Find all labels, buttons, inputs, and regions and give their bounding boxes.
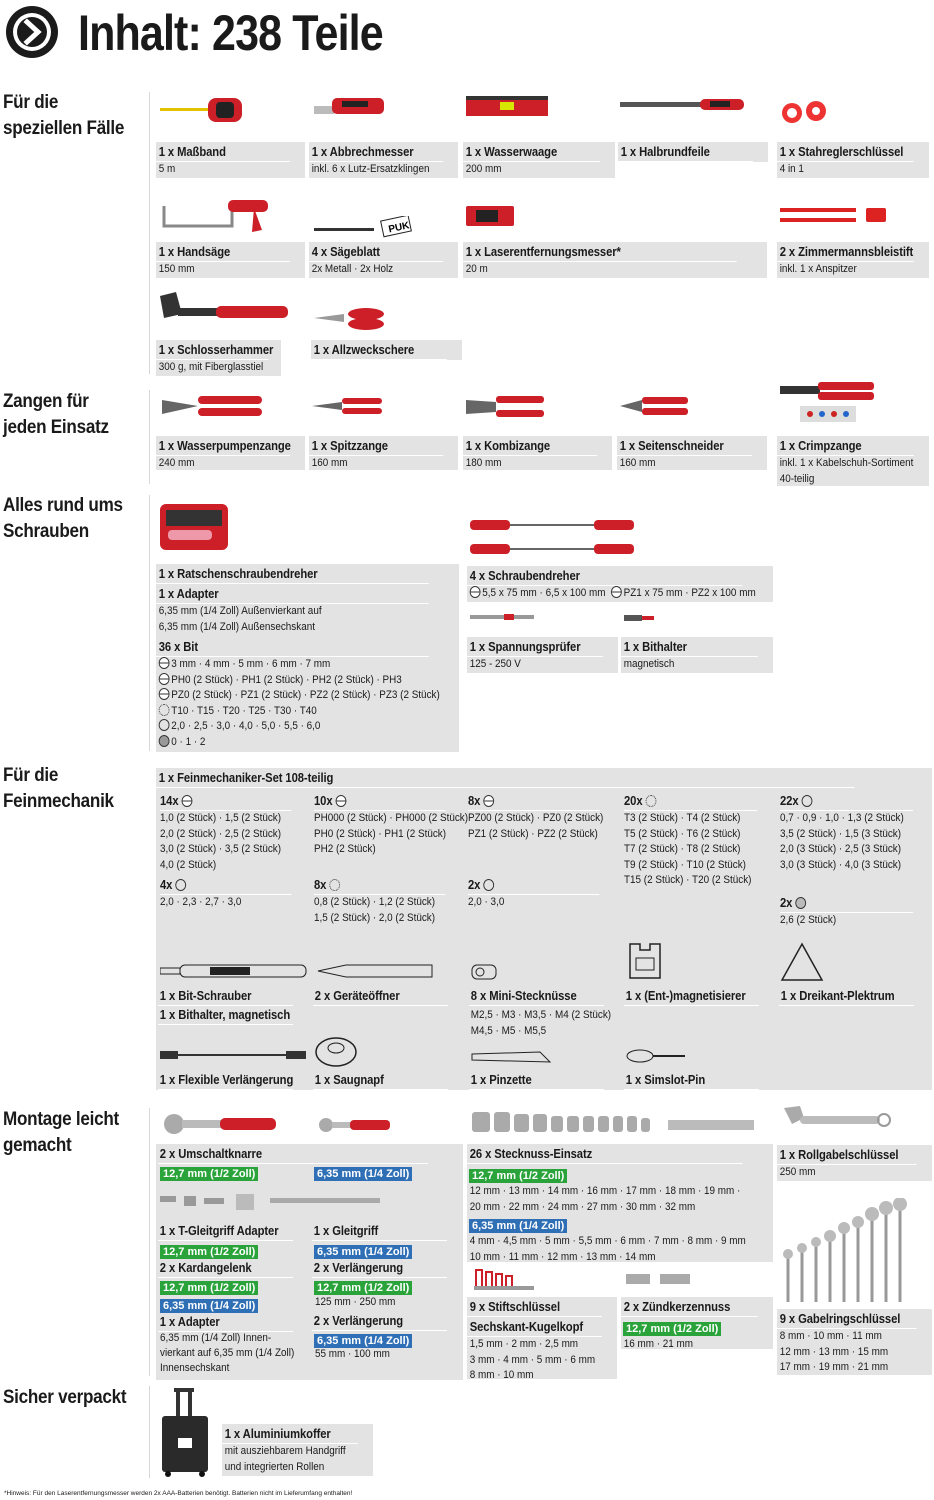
laser-meter-icon: [466, 206, 516, 228]
item-title: 1 x Schlosserhammer: [156, 340, 269, 360]
pliers-icon: [158, 392, 264, 422]
item-title: 1 x Simslot-Pin: [624, 1071, 759, 1090]
bit-size-line: 4,0 (2 Stück): [160, 858, 217, 871]
item-desc: 5,5 x 75 mm · 6,5 x 100 mm: [482, 587, 606, 599]
tweezers-icon: [470, 1050, 552, 1066]
item-card: [313, 1071, 463, 1090]
bit-count: 8x: [314, 878, 327, 892]
ratchet-screwdriver-set-icon: [158, 500, 230, 554]
item-card: [777, 242, 929, 278]
item-desc: 6,35 mm (1/4 Zoll) Innen-: [160, 1332, 272, 1344]
item-title: 1 x Abbrechmesser: [309, 142, 443, 162]
item-title: 1 x Wasserpumpenzange: [156, 436, 290, 456]
pozidriv-icon: [159, 688, 170, 700]
size-tag: [314, 1278, 412, 1296]
item-card: [463, 436, 612, 470]
item-title: 9 x Gabelringschlüssel: [777, 1309, 917, 1329]
square-icon: [159, 735, 170, 747]
item-title: 2 x Kardangelenk: [158, 1259, 293, 1278]
bit-column: [780, 792, 928, 873]
item-title: 1 x Adapter: [158, 1313, 293, 1332]
item-desc: M2,5 · M3 · M3,5 · M4 (2 Stück): [470, 1009, 612, 1021]
bit-column: [314, 792, 469, 858]
bit-count: 14x: [160, 794, 179, 808]
brand-label: PUK: [387, 220, 411, 236]
bit-count: 20x: [624, 794, 643, 808]
item-desc: vierkant auf 6,35 mm (1/4 Zoll): [160, 1347, 295, 1359]
item-desc: 125 - 250 V: [469, 658, 521, 670]
half-inch-tag: 12,7 mm (1/2 Zoll): [469, 1169, 567, 1183]
voltage-tester-icon: [470, 612, 536, 622]
item-title: 1 x Saugnapf: [313, 1071, 448, 1090]
half-inch-tag: 12,7 mm (1/2 Zoll): [160, 1167, 258, 1181]
size-tag: [314, 1242, 412, 1260]
item-title: 1 x Feinmechaniker-Set 108-teilig: [156, 768, 854, 788]
item-desc: 12 mm · 13 mm · 15 mm: [779, 1345, 889, 1358]
item-title: 2 x Umschaltknarre: [158, 1145, 428, 1164]
item-card: [311, 340, 462, 360]
item-card: [779, 987, 929, 1006]
section-title-case: Sicher verpackt: [3, 1387, 127, 1408]
ratchet-icon: [160, 1112, 278, 1136]
item-desc: inkl. 1 x Kabelschuh-Sortiment: [779, 457, 914, 469]
item-title: 1 x T-Gleitgriff Adapter: [158, 1222, 293, 1241]
screwdrivers-icon: [470, 518, 650, 562]
item-title: 1 x Halbrundfeile: [618, 142, 753, 162]
item-desc: 10 mm · 11 mm · 12 mm · 13 mm · 14 mm: [469, 1250, 656, 1263]
bit-count: 2x: [780, 896, 793, 910]
section-title-special: Für die speziellen Fälle: [3, 92, 125, 139]
spirit-level-icon: [466, 92, 548, 120]
divider: [149, 1108, 150, 1376]
item-title: 1 x Allzweckschere: [311, 340, 447, 360]
bit-size-line: 2,0 · 2,3 · 2,7 · 3,0: [160, 896, 242, 908]
item-desc: 12 mm · 13 mm · 14 mm · 16 mm · 17 mm · 18 mm · 19 mm ·: [469, 1185, 741, 1197]
item-desc: 3 mm · 4 mm · 5 mm · 6 mm: [469, 1353, 596, 1366]
divider: [149, 495, 150, 751]
item-card: [624, 1071, 774, 1090]
item-card: [309, 242, 458, 278]
bit-column: [780, 894, 928, 929]
item-desc: 16 mm · 21 mm: [623, 1338, 694, 1350]
section-title-mount: Montage leicht gemacht: [3, 1109, 119, 1156]
item-title: 1 x Maßband: [156, 142, 290, 162]
phillips-icon: [336, 795, 347, 807]
item-desc: mit ausziehbarem Handgriff: [224, 1445, 346, 1457]
bit-driver-icon: [160, 962, 308, 980]
item-card: [467, 566, 773, 602]
bit-size-line: 0,8 (2 Stück) · 1,2 (2 Stück): [314, 896, 436, 908]
bit-sizes: [160, 811, 291, 873]
slotted-icon: [159, 657, 170, 669]
section-title-fine: Für die Feinmechanik: [3, 765, 114, 812]
bit-sizes: [314, 895, 445, 926]
ratchet-set-card: [156, 564, 459, 752]
side-cutter-icon: [620, 394, 690, 420]
saw-blade-icon: [312, 216, 412, 238]
bit-sizes: [314, 811, 469, 858]
item-title: 8 x Mini-Stecknüsse: [469, 987, 604, 1006]
combination-pliers-icon: [466, 392, 546, 422]
divider: [149, 390, 150, 484]
item-card: [156, 436, 305, 470]
item-desc: inkl. 6 x Lutz-Ersatzklingen: [311, 163, 430, 175]
triangle-pick-icon: [780, 942, 824, 982]
item-desc: PZ0 (2 Stück) · PZ1 (2 Stück) · PZ2 (2 Stück) · PZ3 (2 Stück): [171, 689, 440, 701]
sockets-card: [467, 1144, 773, 1262]
quarter-inch-tag: 6,35 mm (1/4 Zoll): [469, 1219, 567, 1233]
ratchet-small-icon: [316, 1116, 392, 1134]
needle-nose-pliers-icon: [312, 394, 384, 420]
section-title-screws: Alles rund ums Schrauben: [3, 495, 123, 542]
item-desc: 40-teilig: [779, 472, 815, 485]
item-title: 4 x Schraubendreher: [467, 566, 742, 586]
phillips-icon: [159, 673, 170, 685]
bit-column: [314, 876, 460, 926]
bit-size-line: T7 (2 Stück) · T8 (2 Stück): [624, 843, 741, 855]
bit-count: 10x: [314, 794, 333, 808]
item-card: [777, 142, 929, 178]
item-card: [467, 1297, 617, 1379]
item-title: 2 x Geräteöffner: [313, 987, 448, 1006]
crimping-tool-icon: [780, 380, 876, 428]
bit-sizes: [160, 895, 291, 911]
sockets-icon: [470, 1108, 760, 1136]
item-title: 1 x Ratschenschraubendreher: [156, 564, 429, 584]
bit-count: 8x: [468, 794, 481, 808]
item-desc: 160 mm: [619, 457, 656, 469]
item-card: [621, 637, 773, 673]
item-desc: 250 mm: [779, 1166, 816, 1178]
bit-count: 22x: [780, 794, 799, 808]
bit-size-line: T3 (2 Stück) · T4 (2 Stück): [624, 812, 741, 824]
item-title: 1 x Laserentfernungsmesser*: [463, 242, 737, 262]
bit-size-line: 2,0 · 3,0: [468, 896, 505, 908]
magnetizer-icon: [628, 942, 662, 980]
chevron-right-icon: [6, 6, 58, 58]
bit-column: [468, 876, 614, 911]
item-title: 1 x Flexible Verlängerung: [158, 1071, 293, 1090]
item-card: [469, 987, 619, 1039]
item-card: [467, 637, 618, 673]
bit-size-line: 2,6 (2 Stück): [780, 914, 837, 926]
size-tag: [467, 1164, 773, 1184]
item-card: [617, 436, 767, 470]
item-desc: magnetisch: [623, 658, 675, 670]
bit-column: [160, 876, 306, 911]
item-desc: 125 mm · 250 mm: [315, 1296, 396, 1308]
bit-size-line: PZ1 (2 Stück) · PZ2 (2 Stück): [468, 827, 598, 840]
item-title: 1 x Spitzzange: [309, 436, 443, 456]
item-desc: 2x Metall · 2x Holz: [311, 263, 394, 275]
footnote: *Hinweis: Für den Laserentfernungsmesser werden 2x AAA-Batterien benötigt. Batterien nicht im Lieferumfang enthalten!: [4, 1490, 353, 1497]
item-card: [309, 142, 458, 178]
hex-icon: [159, 719, 170, 731]
item-card: [222, 1424, 373, 1476]
size-tag: [621, 1317, 773, 1337]
item-desc: 6,35 mm (1/4 Zoll) Außensechskant: [158, 620, 315, 633]
tri-wing-icon: [483, 879, 494, 891]
bit-size-line: 3,0 (2 Stück) · 3,5 (2 Stück): [160, 843, 282, 855]
item-card: [624, 987, 774, 1006]
adjustable-wrench-icon: [780, 1104, 898, 1134]
item-desc: 55 mm · 100 mm: [315, 1348, 390, 1360]
quarter-inch-tag: 6,35 mm (1/4 Zoll): [314, 1167, 412, 1181]
bit-sizes: [780, 913, 913, 929]
page-title: Inhalt: 238 Teile: [78, 5, 383, 61]
hammer-icon: [158, 290, 290, 340]
bit-count: 4x: [160, 878, 173, 892]
item-card: [777, 436, 929, 486]
bit-count: 2x: [468, 878, 481, 892]
item-title: 1 x Rollgabelschlüssel: [777, 1145, 917, 1165]
utility-knife-icon: [314, 92, 386, 122]
item-card: [156, 242, 305, 278]
half-inch-tag: 12,7 mm (1/2 Zoll): [160, 1245, 258, 1259]
quarter-inch-tag: 6,35 mm (1/4 Zoll): [314, 1245, 412, 1259]
item-desc: 17 mm · 19 mm · 21 mm: [779, 1361, 889, 1373]
bit-sizes: [468, 811, 604, 842]
pentalobe-icon: [329, 879, 340, 891]
item-title: 1 x Bithalter, magnetisch: [158, 1006, 293, 1025]
size-tag: [160, 1296, 258, 1314]
quarter-inch-tag: 6,35 mm (1/4 Zoll): [160, 1299, 258, 1313]
bit-size-line: PH000 (2 Stück) · PH000 (2 Stück): [314, 812, 469, 824]
item-card: [777, 1309, 932, 1375]
item-desc: PZ1 x 75 mm · PZ2 x 100 mm: [623, 587, 756, 599]
item-desc: 2,0 · 2,5 · 3,0 · 4,0 · 5,0 · 5,5 · 6,0: [171, 720, 321, 732]
item-desc: PH0 (2 Stück) · PH1 (2 Stück) · PH2 (2 Stück) · PH3: [171, 673, 402, 686]
item-desc: 4 in 1: [779, 163, 804, 175]
half-inch-tag: 12,7 mm (1/2 Zoll): [160, 1281, 258, 1295]
divider: [149, 92, 150, 374]
item-card: [469, 1071, 619, 1090]
item-desc: 240 mm: [158, 457, 195, 469]
item-desc: 1,5 mm · 2 mm · 2,5 mm: [469, 1338, 579, 1350]
item-title: 1 x Bit-Schrauber: [158, 987, 293, 1006]
bit-size-line: 3,5 (2 Stück) · 1,5 (3 Stück): [780, 827, 902, 840]
item-title: 1 x Kombizange: [463, 436, 597, 456]
item-title: 2 x Verlängerung: [312, 1259, 447, 1278]
size-tag: [160, 1164, 258, 1182]
item-desc: 20 m: [465, 263, 488, 275]
triangle-icon: [175, 879, 186, 891]
item-title: 1 x Pinzette: [469, 1071, 604, 1090]
item-desc: 300 g, mit Fiberglasstiel: [158, 361, 264, 373]
item-card: [309, 436, 458, 470]
item-title: 36 x Bit: [156, 637, 429, 657]
spark-plug-socket-icon: [626, 1272, 692, 1286]
item-title: 1 x Aluminiumkoffer: [222, 1424, 358, 1444]
half-inch-tag: 12,7 mm (1/2 Zoll): [314, 1281, 412, 1295]
bit-size-line: PH2 (2 Stück): [314, 843, 376, 855]
bit-size-line: 1,0 (2 Stück) · 1,5 (2 Stück): [160, 812, 282, 824]
bit-column: [468, 792, 614, 842]
item-title: 4 x Sägeblatt: [309, 242, 443, 262]
bit-column: [624, 792, 772, 889]
scissors-icon: [314, 306, 394, 332]
item-title: 2 x Zündkerzennuss: [621, 1297, 758, 1317]
item-desc: 150 mm: [158, 263, 195, 275]
bit-size-line: 2,0 (2 Stück) · 2,5 (2 Stück): [160, 827, 282, 840]
hacksaw-icon: [158, 196, 274, 238]
item-desc: M4,5 · M5 · M5,5: [470, 1024, 547, 1037]
item-desc: 160 mm: [311, 457, 348, 469]
item-title: 1 x Seitenschneider: [617, 436, 752, 456]
item-title: 1 x Wasserwaage: [463, 142, 600, 162]
item-card: [463, 242, 767, 278]
half-inch-tag: 12,7 mm (1/2 Zoll): [623, 1322, 721, 1336]
faucet-key-icon: [780, 96, 830, 130]
spanner-bit-icon: [795, 897, 806, 909]
bit-size-line: T15 (2 Stück) · T20 (2 Stück): [624, 874, 752, 886]
bit-size-line: 0,7 · 0,9 · 1,0 · 1,3 (2 Stück): [780, 812, 904, 824]
item-card: [156, 142, 305, 178]
adapters-icon: [160, 1192, 392, 1214]
item-card: [777, 1145, 932, 1181]
item-card: [463, 142, 615, 178]
slotted-icon: [182, 795, 193, 807]
item-title: 1 x Gleitgriff: [312, 1222, 447, 1241]
bit-sizes: [624, 811, 757, 889]
bit-holder-icon: [624, 612, 656, 624]
pozidriv-icon: [483, 795, 494, 807]
pozidriv-icon: [611, 586, 622, 598]
quarter-inch-tag: 6,35 mm (1/4 Zoll): [314, 1334, 412, 1348]
aluminium-case-icon: [158, 1388, 214, 1478]
item-title: 2 x Zimmermannsbleistift: [777, 242, 914, 262]
item-title: 1 x Crimpzange: [777, 436, 914, 456]
item-desc: Innensechskant: [160, 1362, 230, 1374]
flexible-extension-icon: [160, 1046, 308, 1064]
item-desc: T10 · T15 · T20 · T25 · T30 · T40: [171, 704, 317, 717]
torx-icon: [646, 795, 657, 807]
bit-size-line: PZ00 (2 Stück) · PZ0 (2 Stück): [468, 812, 604, 824]
item-title: 2 x Verlängerung: [312, 1312, 447, 1331]
opener-tool-icon: [316, 962, 434, 980]
size-tag: [467, 1215, 773, 1234]
item-card: [313, 987, 463, 1006]
suction-cup-icon: [314, 1030, 360, 1068]
divider: [149, 1386, 150, 1478]
item-card: [621, 1297, 773, 1349]
item-title: Sechskant-Kugelkopf: [467, 1317, 602, 1337]
bit-column: [160, 792, 306, 873]
item-title: 1 x Adapter: [156, 584, 429, 604]
item-title: 9 x Stiftschlüssel: [467, 1297, 602, 1317]
item-card: [158, 1071, 308, 1090]
item-desc: 4 mm · 4,5 mm · 5 mm · 5,5 mm · 6 mm · 7 mm · 8 mm · 9 mm: [469, 1235, 746, 1247]
slotted-icon: [470, 586, 481, 598]
item-desc: und integrierten Rollen: [224, 1460, 325, 1473]
bit-size-line: 3,0 (3 Stück) · 4,0 (3 Stück): [780, 858, 902, 871]
bit-size-line: 1,5 (2 Stück) · 2,0 (2 Stück): [314, 911, 436, 924]
item-card: [156, 340, 281, 376]
item-desc: 200 mm: [465, 163, 502, 175]
item-title: 1 x Spannungsprüfer: [467, 637, 603, 657]
item-card: [618, 142, 768, 162]
item-desc: 8 mm · 10 mm: [469, 1369, 534, 1381]
tape-measure-icon: [160, 90, 250, 126]
size-tag: [314, 1164, 412, 1182]
bit-size-line: T5 (2 Stück) · T6 (2 Stück): [624, 827, 741, 840]
torx-icon: [159, 704, 170, 716]
hex-keys-icon: [472, 1266, 538, 1294]
section-title-pliers: Zangen für jeden Einsatz: [3, 391, 109, 438]
item-card: [158, 987, 308, 1025]
item-title: 26 x Stecknuss-Einsatz: [467, 1144, 742, 1164]
size-tag: [160, 1278, 258, 1296]
item-desc: 180 mm: [465, 457, 502, 469]
size-tag: [160, 1242, 258, 1260]
item-desc: 6,35 mm (1/4 Zoll) Außenvierkant auf: [158, 605, 322, 617]
pencil-icon: [780, 206, 890, 226]
mini-socket-icon: [470, 962, 500, 982]
item-desc: 3 mm · 4 mm · 5 mm · 6 mm · 7 mm: [171, 658, 331, 670]
item-title: 1 x Stahreglerschlüssel: [777, 142, 914, 162]
item-title: 1 x Dreikant-Plektrum: [779, 987, 914, 1006]
hex-icon: [802, 795, 813, 807]
item-desc: 0 · 1 · 2: [171, 735, 206, 748]
file-icon: [620, 96, 746, 114]
bit-size-line: PH0 (2 Stück) · PH1 (2 Stück): [314, 827, 447, 840]
bit-sizes: [780, 811, 913, 873]
item-title: 1 x (Ent-)magnetisierer: [624, 987, 759, 1006]
item-desc: 5 m: [158, 163, 176, 175]
bit-size-line: 2,0 (3 Stück) · 2,5 (3 Stück): [780, 843, 902, 855]
sim-pin-icon: [626, 1048, 688, 1064]
item-desc: inkl. 1 x Anspitzer: [779, 263, 857, 275]
bit-sizes: [468, 895, 599, 911]
item-desc: 8 mm · 10 mm · 11 mm: [779, 1330, 882, 1342]
combination-wrenches-icon: [780, 1198, 914, 1304]
bit-size-line: T9 (2 Stück) · T10 (2 Stück): [624, 858, 746, 871]
item-desc: 20 mm · 22 mm · 24 mm · 27 mm · 30 mm · 32 mm: [469, 1200, 696, 1213]
item-title: 1 x Bithalter: [621, 637, 758, 657]
item-title: 1 x Handsäge: [156, 242, 290, 262]
